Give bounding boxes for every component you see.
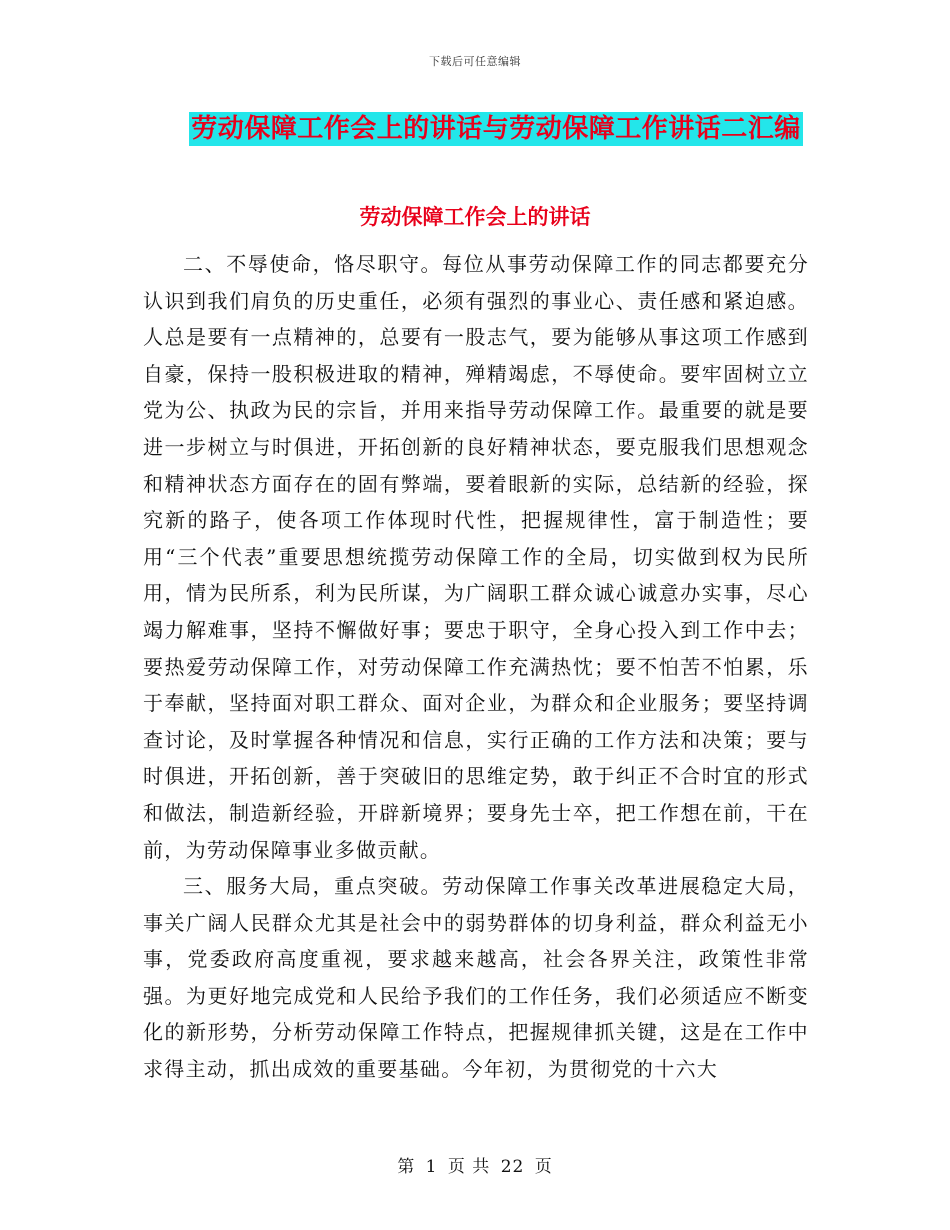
page-footer <box>0 1152 950 1177</box>
footer-suffix: 页 <box>534 1157 553 1177</box>
paragraph: 二、不辱使命，恪尽职守。每位从事劳动保障工作的同志都要充分认识到我们肩负的历史重任，必须有强烈的事业心、责任感和紧迫感。人总是要有一点精神的，总要有一股志气，要为能够从事这项工作感到自豪，保持一股积极进取的精神，殚精竭虑，不辱使命。要牢固树立立党为公、执政为民的宗旨，并用来指导劳动保障工作。最重要的就是要进一步树立与时俱进，开拓创新的良好精神状态，要克服我们思想观念和精神状态方面存在的固有弊端，要着眼新的实际，总结新的经验，探究新的路子，使各项工作体现时代性，把握规律性，富于制造性；要用“三个代表”重要思想统揽劳动保障工作的全局，切实做到权为民所用，情为民所系，利为民所谋，为广阔职工群众诚心诚意办实事，尽心竭力解难事，坚持不懈做好事；要忠于职守，全身心投入到工作中去；要热爱劳动保障工作，对劳动保障工作充满热忱；要不怕苦不怕累，乐于奉献，坚持面对职工群众、面对企业，为群众和企业服务；要坚持调查讨论，及时掌握各种情况和信息，实行正确的工作方法和决策；要与时俱进，开拓创新，善于突破旧的思维定势，敢于纠正不合时宜的形式和做法，制造新经验，开辟新境界；要身先士卒，把工作想在前，干在前，为劳动保障事业多做贡献。 <box>143 252 809 862</box>
footer-page-number: 1 <box>425 1157 438 1177</box>
body-text <box>143 246 809 1088</box>
footer-total-pages: 22 <box>500 1157 525 1177</box>
document-title: 劳动保障工作会上的讲话与劳动保障工作讲话二汇编 <box>191 114 801 144</box>
document-title-wrap <box>0 112 950 146</box>
section-title: 劳动保障工作会上的讲话 <box>359 205 591 229</box>
footer-middle: 页 共 <box>447 1157 491 1177</box>
footer-prefix: 第 <box>397 1157 416 1177</box>
paragraph: 三、服务大局，重点突破。劳动保障工作事关改革进展稳定大局，事关广阔人民群众尤其是社会中的弱势群体的切身利益，群众利益无小事，党委政府高度重视，要求越来越高，社会各界关注，政策性非常强。为更好地完成党和人民给予我们的工作任务，我们必须适应不断变化的新形势，分析劳动保障工作特点，把握规律抓关键，这是在工作中求得主动，抓出成效的重要基础。今年初，为贯彻党的十六大 <box>143 874 809 1082</box>
page-header-note: 下载后可任意编辑 <box>429 55 521 68</box>
